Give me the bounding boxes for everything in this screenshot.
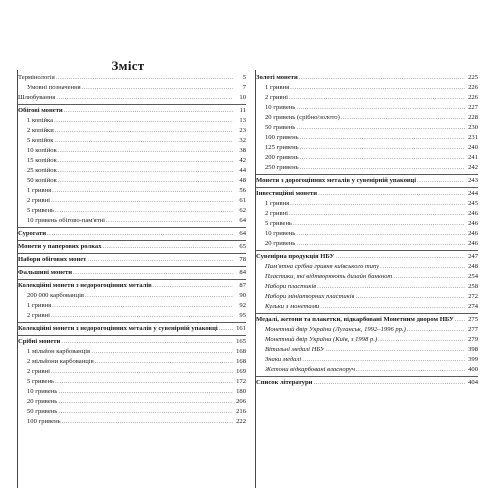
toc-section-entry[interactable]: [18, 281, 246, 291]
toc-entry[interactable]: [256, 335, 478, 345]
toc-entry[interactable]: [256, 355, 478, 365]
toc-entry-page: 216: [236, 408, 246, 415]
leader-dots: [320, 302, 465, 312]
leader-dots: [153, 281, 233, 291]
toc-entry-page: 228: [468, 114, 478, 121]
leader-dots: [289, 93, 465, 103]
toc-entry[interactable]: [18, 136, 246, 146]
toc-entry[interactable]: [256, 345, 478, 355]
section-divider: [256, 187, 478, 188]
toc-entry[interactable]: [18, 301, 246, 311]
toc-entry-page: 246: [468, 220, 478, 227]
leader-dots: [58, 407, 233, 417]
toc-entry-page: 242: [468, 164, 478, 171]
leader-dots: [73, 268, 233, 278]
toc-entry-label: 2 гривні: [27, 197, 50, 204]
leader-dots: [51, 196, 233, 206]
toc-entry-page: 398: [468, 346, 478, 353]
page-title: Зміст: [111, 58, 145, 73]
leader-dots: [54, 116, 233, 126]
toc-entry[interactable]: [18, 176, 246, 186]
toc-entry-page: 169: [236, 368, 246, 375]
toc-entry-label: 25 копійок: [27, 167, 57, 174]
toc-entry[interactable]: [256, 163, 478, 173]
leader-dots: [58, 397, 233, 407]
leader-dots: [58, 156, 233, 166]
toc-entry-label: Обігові монети: [18, 107, 63, 114]
toc-entry-label: Набори обігових монет: [18, 256, 87, 263]
toc-entry-page: 48: [239, 177, 246, 184]
toc-entry-page: 62: [239, 207, 246, 214]
leader-dots: [51, 311, 233, 321]
leader-dots: [300, 153, 465, 163]
section-divider: [256, 250, 478, 251]
leader-dots: [290, 199, 465, 209]
toc-entry-label: Монетний двір України (Київ, з 1998 р.): [265, 336, 378, 343]
toc-entry-label: 5 гривень: [265, 220, 293, 227]
toc-entry-label: Сувенірна продукція НБУ: [256, 253, 335, 260]
toc-entry[interactable]: [256, 133, 478, 143]
toc-entry[interactable]: [18, 146, 246, 156]
toc-entry-page: 225: [468, 74, 478, 81]
section-divider: [18, 322, 246, 323]
toc-entry-page: 254: [468, 273, 478, 280]
toc-entry[interactable]: [256, 302, 478, 312]
leader-dots: [56, 73, 233, 83]
toc-entry-page: 241: [468, 154, 478, 161]
toc-entry-page: 168: [236, 348, 246, 355]
leader-dots: [302, 355, 465, 365]
toc-entry-label: 2 мільйони карбованців: [27, 358, 94, 365]
toc-entry-page: 95: [239, 312, 246, 319]
toc-entry-page: 244: [468, 190, 478, 197]
toc-entry[interactable]: [18, 311, 246, 321]
toc-entry-label: Знаки медалі: [265, 356, 302, 363]
toc-entry-page: 258: [468, 283, 478, 290]
toc-entry-label: 250 гривень: [265, 164, 299, 171]
leader-dots: [300, 143, 465, 153]
toc-entry-page: 84: [239, 269, 246, 276]
toc-entry[interactable]: [18, 73, 246, 83]
leader-dots: [58, 166, 233, 176]
toc-entry-label: 5 гривень: [27, 207, 55, 214]
section-divider: [18, 335, 246, 336]
toc-entry-page: 231: [468, 134, 478, 141]
toc-entry[interactable]: [256, 83, 478, 93]
toc-entry-label: 2 гривні: [265, 210, 288, 217]
leader-dots: [296, 239, 465, 249]
toc-section-entry[interactable]: [256, 176, 478, 186]
toc-section-entry[interactable]: [18, 229, 246, 239]
toc-entry-label: 15 копійок: [27, 157, 57, 164]
toc-entry-label: 200 гривень: [265, 154, 299, 161]
toc-entry[interactable]: [18, 126, 246, 136]
toc-entry-page: 279: [468, 336, 478, 343]
leader-dots: [380, 262, 465, 272]
leader-dots: [58, 176, 233, 186]
toc-entry-label: Умовні позначення: [27, 84, 81, 91]
toc-entry-label: 50 гривень: [265, 124, 296, 131]
toc-entry-page: 23: [239, 127, 246, 134]
toc-entry[interactable]: [256, 153, 478, 163]
toc-entry[interactable]: [18, 377, 246, 387]
section-divider: [256, 313, 478, 314]
leader-dots: [341, 113, 465, 123]
section-divider: [18, 253, 246, 254]
section-divider: [256, 174, 478, 175]
toc-entry-label: Сурогати: [18, 230, 47, 237]
leader-dots: [55, 377, 233, 387]
toc-entry-label: 2 гривні: [27, 368, 50, 375]
toc-section-entry[interactable]: [256, 378, 478, 388]
toc-section-entry[interactable]: [256, 189, 478, 199]
toc-entry[interactable]: [256, 282, 478, 292]
toc-entry-label: Кульки з монетами: [265, 303, 320, 310]
toc-entry-label: Шлюбування: [18, 94, 56, 101]
section-divider: [18, 240, 246, 241]
toc-entry[interactable]: [18, 357, 246, 367]
toc-entry-label: Пам'ятна срібна гривня київського типу: [265, 263, 380, 270]
toc-entry[interactable]: [256, 325, 478, 335]
toc-section-entry[interactable]: [18, 268, 246, 278]
toc-section-entry[interactable]: [18, 242, 246, 252]
toc-entry[interactable]: [256, 219, 478, 229]
toc-entry-page: 180: [236, 388, 246, 395]
toc-entry[interactable]: [256, 209, 478, 219]
toc-entry[interactable]: [256, 239, 478, 249]
toc-entry[interactable]: [18, 367, 246, 377]
toc-entry-page: 61: [239, 197, 246, 204]
toc-entry-label: 2 гривні: [27, 312, 50, 319]
toc-entry-page: 275: [468, 316, 478, 323]
leader-dots: [55, 136, 233, 146]
leader-dots: [296, 123, 465, 133]
toc-entry-label: 1 гривня: [27, 302, 52, 309]
toc-entry-label: 50 гривень: [27, 408, 58, 415]
leader-dots: [95, 357, 233, 367]
toc-entry[interactable]: [18, 291, 246, 301]
toc-entry-label: Інвестиційні монети: [256, 190, 318, 197]
leader-dots: [52, 301, 233, 311]
section-divider: [18, 279, 246, 280]
toc-entry-page: 399: [468, 356, 478, 363]
leader-dots: [82, 83, 233, 93]
leader-dots: [91, 347, 233, 357]
section-divider: [18, 266, 246, 267]
toc-entry-label: Колекційні монети з недорогоцінних металів у сувенірній упаковці: [18, 325, 218, 332]
toc-entry-label: 10 гривень обігово-пам'ятні: [27, 217, 105, 224]
toc-entry-page: 400: [468, 366, 478, 373]
leader-dots: [296, 103, 465, 113]
leader-dots: [407, 325, 465, 335]
section-divider: [18, 104, 246, 105]
toc-entry-page: 243: [468, 177, 478, 184]
toc-section-entry[interactable]: [18, 337, 246, 347]
leader-dots: [290, 83, 465, 93]
leader-dots: [393, 272, 465, 282]
toc-entry-label: 20 гривень (срібно/золото): [265, 114, 340, 121]
leader-dots: [356, 365, 465, 375]
section-divider: [256, 376, 478, 377]
leader-dots: [313, 378, 465, 388]
toc-entry-label: Набори мініатюрних пластиків: [265, 293, 355, 300]
section-divider: [18, 227, 246, 228]
toc-entry-page: 161: [236, 325, 246, 332]
toc-entry-page: 5: [242, 74, 246, 81]
toc-entry[interactable]: [18, 93, 246, 103]
toc-section-entry[interactable]: [256, 315, 478, 325]
toc-section-entry[interactable]: [18, 106, 246, 116]
toc-entry-label: 50 копійок: [27, 177, 57, 184]
leader-dots: [355, 292, 465, 302]
toc-section-entry[interactable]: [256, 73, 478, 83]
toc-entry-label: 1 копійка: [27, 117, 54, 124]
toc-entry[interactable]: [256, 143, 478, 153]
toc-entry[interactable]: [18, 83, 246, 93]
toc-entry-label: 1 гривня: [265, 200, 290, 207]
leader-dots: [325, 345, 465, 355]
toc-entry-label: 100 гривень: [27, 418, 61, 425]
toc-entry-label: Вітальні медалі НБУ: [265, 346, 325, 353]
toc-entry-label: 5 копійок: [27, 137, 54, 144]
toc-entry[interactable]: [18, 216, 246, 226]
toc-section-entry[interactable]: [18, 255, 246, 265]
toc-entry[interactable]: [18, 417, 246, 427]
leader-dots: [58, 146, 233, 156]
toc-entry-label: Колекційні монети з недорогоцінних металів: [18, 282, 152, 289]
toc-entry-label: 10 гривень: [27, 388, 58, 395]
toc-entry-page: 78: [239, 256, 246, 263]
toc-entry[interactable]: [18, 116, 246, 126]
toc-entry-page: 274: [468, 303, 478, 310]
toc-entry-page: 240: [468, 144, 478, 151]
toc-entry[interactable]: [256, 365, 478, 375]
leader-dots: [317, 282, 465, 292]
toc-section-entry[interactable]: [256, 252, 478, 262]
toc-entry-page: 245: [468, 200, 478, 207]
toc-entry[interactable]: [256, 103, 478, 113]
leader-dots: [62, 417, 233, 427]
toc-entry-page: 7: [242, 84, 246, 91]
leader-dots: [58, 387, 233, 397]
toc-entry-label: 1 мільйон карбованців: [27, 348, 91, 355]
leader-dots: [296, 229, 465, 239]
leader-dots: [293, 219, 465, 229]
leader-dots: [61, 337, 233, 347]
toc-entry[interactable]: [18, 206, 246, 216]
toc-entry-label: Медалі, жетони та плакетки, відкарбовані Монетним двором НБУ: [256, 316, 454, 323]
toc-entry-page: 10: [239, 94, 246, 101]
toc-entry-label: 1 гривня: [27, 187, 52, 194]
leader-dots: [85, 291, 233, 301]
toc-entry-page: 64: [239, 230, 246, 237]
leader-dots: [51, 367, 233, 377]
leader-dots: [455, 315, 465, 325]
toc-entry-label: Монетний двір України (Луганськ, 1992–1996 рр.): [265, 326, 406, 333]
leader-dots: [52, 186, 233, 196]
toc-entry-label: Термінологія: [18, 74, 55, 81]
toc-entry[interactable]: [18, 347, 246, 357]
toc-entry-page: 272: [468, 293, 478, 300]
leader-dots: [103, 242, 234, 252]
leader-dots: [299, 73, 465, 83]
toc-entry-label: 125 гривень: [265, 144, 299, 151]
toc-entry-label: Фальшиві монети: [18, 269, 73, 276]
toc-entry-page: 165: [236, 338, 246, 345]
toc-entry-page: 248: [468, 263, 478, 270]
toc-entry-label: Жетони відкарбовані власноруч: [265, 366, 355, 373]
toc-entry-page: 13: [239, 117, 246, 124]
toc-entry-page: 32: [239, 137, 246, 144]
toc-entry[interactable]: [18, 397, 246, 407]
leader-dots: [378, 335, 465, 345]
toc-entry[interactable]: [18, 407, 246, 417]
toc-entry-page: 168: [236, 358, 246, 365]
toc-entry-page: 404: [468, 379, 478, 386]
toc-entry-page: 87: [239, 282, 246, 289]
toc-entry[interactable]: [256, 292, 478, 302]
toc-entry-label: 5 гривень: [27, 378, 55, 385]
toc-entry-page: 206: [236, 398, 246, 405]
toc-section-entry[interactable]: [18, 324, 246, 334]
toc-entry[interactable]: [18, 166, 246, 176]
toc-entry-label: 10 гривень: [265, 230, 296, 237]
toc-entry-label: 200 000 карбованців: [27, 292, 85, 299]
leader-dots: [300, 163, 465, 173]
toc-entry[interactable]: [256, 229, 478, 239]
toc-entry[interactable]: [256, 123, 478, 133]
toc-entry-label: 100 гривень: [265, 134, 299, 141]
toc-entry-page: 92: [239, 302, 246, 309]
toc-entry-page: 227: [468, 104, 478, 111]
leader-dots: [219, 324, 233, 334]
toc-entry-label: 10 гривень: [265, 104, 296, 111]
toc-entry-label: Срібні монети: [18, 338, 61, 345]
leader-dots: [56, 93, 233, 103]
toc-entry-label: 2 гривні: [265, 94, 288, 101]
toc-entry[interactable]: [18, 387, 246, 397]
leader-dots: [47, 229, 233, 239]
toc-entry-page: 44: [239, 167, 246, 174]
toc-entry-label: Золоті монети: [256, 74, 298, 81]
toc-entry-page: 38: [239, 147, 246, 154]
toc-entry-page: 172: [236, 378, 246, 385]
toc-entry-page: 226: [468, 84, 478, 91]
toc-entry-label: 2 копійки: [27, 127, 54, 134]
toc-entry-page: 65: [239, 243, 246, 250]
toc-entry[interactable]: [18, 186, 246, 196]
toc-entry-page: 230: [468, 124, 478, 131]
toc-entry-page: 90: [239, 292, 246, 299]
toc-column-right: [256, 73, 478, 388]
toc-entry[interactable]: [256, 113, 478, 123]
toc-entry[interactable]: [256, 93, 478, 103]
toc-entry[interactable]: [18, 196, 246, 206]
toc-entry-page: 246: [468, 240, 478, 247]
leader-dots: [64, 106, 233, 116]
toc-entry-page: 246: [468, 210, 478, 217]
leader-dots: [289, 209, 465, 219]
leader-dots: [55, 126, 233, 136]
leader-dots: [55, 206, 233, 216]
leader-dots: [318, 189, 465, 199]
leader-dots: [300, 133, 465, 143]
toc-entry-page: 277: [468, 326, 478, 333]
toc-entry[interactable]: [256, 262, 478, 272]
toc-entry-label: Набори пластиків: [265, 283, 317, 290]
toc-entry-page: 226: [468, 94, 478, 101]
leader-dots: [87, 255, 233, 265]
toc-entry-label: Монети з дорогоцінних металів у сувенірній упаковці: [256, 177, 417, 184]
toc-entry-page: 222: [236, 418, 246, 425]
toc-entry-page: 56: [239, 187, 246, 194]
toc-entry-page: 247: [468, 253, 478, 260]
toc-entry-page: 42: [239, 157, 246, 164]
toc-entry-label: 20 гривень: [27, 398, 58, 405]
toc-entry-page: 246: [468, 230, 478, 237]
toc-entry[interactable]: [256, 199, 478, 209]
toc-entry-label: 1 гривня: [265, 84, 290, 91]
leader-dots: [106, 216, 233, 226]
leader-dots: [417, 176, 465, 186]
toc-column-left: [18, 73, 246, 427]
toc-entry-label: Пластики, які відтворюють дизайн банкнот: [265, 273, 393, 280]
toc-entry-page: 11: [239, 107, 246, 114]
toc-entry[interactable]: [256, 272, 478, 282]
toc-entry-label: Список літератури: [256, 379, 313, 386]
toc-entry[interactable]: [18, 156, 246, 166]
toc-entry-label: 20 гривень: [265, 240, 296, 247]
toc-entry-label: 10 копійок: [27, 147, 57, 154]
toc-entry-page: 64: [239, 217, 246, 224]
toc-entry-label: Монети у паперових ролках: [18, 243, 102, 250]
leader-dots: [335, 252, 465, 262]
